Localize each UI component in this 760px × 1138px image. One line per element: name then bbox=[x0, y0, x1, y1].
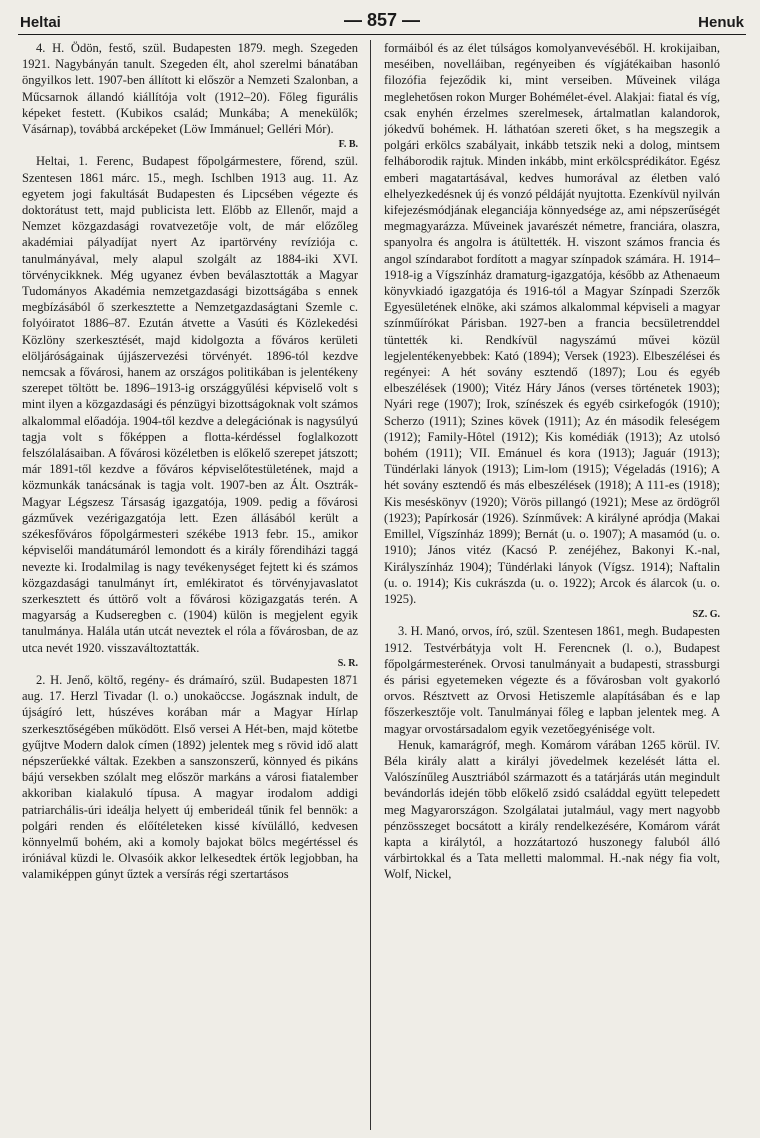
left-column bbox=[22, 40, 358, 1130]
entry-heltai-mano: 3. H. Manó, orvos, író, szül. Szentesen 1861, megh. Budapesten 1912. Testvérbátyja volt H. Ferencnek (l. o.), Budapest főpolgármesterének. Orvosi tanulmányait a budapesti, strassburgi és párisi egyetemeken végezte és a fővárosban volt gyakorló orvos. Résztvett az Orvosi Hetiszemle alapításában és e lap főszerkesztője volt. Tanulmányai főleg e lapban jelentek meg. A magyar orvostársadalom egyik vezetőegyénisége volt. bbox=[384, 624, 720, 736]
author-signature: F. B. bbox=[338, 139, 358, 151]
entry-henuk: Henuk, kamarágróf, megh. Komárom várában 1265 körül. IV. Béla király alatt a királyi jövedelmek kezelését látta el. Valószínűleg Ausztriából származott és a tatárjárás után megindult bevándorlás idején több előkelő zsidó családdal együtt telepedett meg Magyarországon. Szolgálatai jutalmául, vagy mert nagyobb pénzösszeget bocsátott a király rendelkezésére, Komárom várát kapta a királytól, a hozzátartozó huszonegy faluból álló várbirtokkal és a Tata melletti malommal. H.-nak négy fia volt, Wolf, Nickel, bbox=[384, 737, 720, 882]
header-right-word: Henuk bbox=[698, 14, 744, 31]
author-signature: S. R. bbox=[337, 657, 358, 669]
page-number: — 857 — bbox=[343, 10, 421, 30]
entry-heltai-odon: 4. H. Ödön, festő, szül. Budapesten 1879. megh. Szegeden 1921. Nagybányán tanult. Szegeden élt, ahol szerelmi bánatában öngyilkos lett. 1907-ben állított ki először a Nemzeti Szalonban, a Műcsarnok állandó kiállítója volt (1912–20). Főleg figurális képeket festett. (Kubikos család; Munkába; A menekülők; Vásárnap), továbbá arcképeket (Löw Immánuel; Gelléri Mór). bbox=[22, 41, 358, 137]
entry-heltai-jeno-continued: formáiból és az élet túlságos komolyanvevéséből. H. krokijaiban, meséiben, novelláiban, regényeiben és vígjátékaiban hasonló filozófia fejeződik ki, mint verseiben. Műveinek világa meglehetősen rokon Murger Bohémélet-ével. Alakjai: fiatal és víg, csak enyhén érzelmes szerelmesek, ártalmatlan kalandorok, jókedvű bohémek. H. láthatóan szereti őket, s ha megszegik a polgári erkölcs szabályait, inkább tetszik neki a dolog, mintsem felháborodik rajtuk. Minden inkább, mint erkölcsprédikátor. Egész emberi magatartásával, kedves humorával az életben való elhelyezkedésnek új és vonzó példáját nyujtotta. Ezenkívül nyilván kifejezésmódjának eleganciája könnyedsége az, ami népszerűségét megmagyarázza. Műveinek javarészét németre, franciára, olaszra, spanyolra és angolra is átültették. H. viszont számos francia és angol színdarabot fordított a magyar színpadok számára. H. 1914–1918-ig a Vígszínház dramaturg-igazgatója, később az Athenaeum könyvkiadó igazgatója és 1916-tól a Magyar Színpadi Szerzők Egyesületének elnöke, aki számos alkalommal képviseli a magyar színműírókat Párisban. 1927-ben a francia becsületrenddel tüntették ki. Rendkívül nagyszámú művei közül legjelentékenyebbek: Kató (1894); Versek (1923). Elbeszélései és regényei: A hét sovány esztendő (1897); Lou és egyéb elbeszélések (1900); Vitéz Háry János (verses történetek 1903); Nyári rege (1907); Irok, színészek és egyéb csirkefogók (1910); Scherzo (1911); Szines kövek (1911); Az én második feleségem (1912); Family-Hôtel (1912); Kis komédiák (1913); Az utolsó bohém (1911); VII. Emánuel és kora (1913); Jaguár (1913); Tündérlaki lányok (1913); Lim-lom (1915); Végeladás (1916); A hét sovány esztendő és más elbeszélések (1918); A 111-es (1918); Kis meséskönyv (1920); Vörös pillangó (1921); Mese az ördögről (1923); Papírkosár (1926). Színművek: A királyné apródja (Makai Emillel, Vígszínház 1899); Bernát (u. o. 1907); A masamód (u. o. 1910); János vitéz (Kacsó P. zenéjéhez, Bakonyi K.-nal, Királyszínház 1904); Tündérlaki lányok (Vígsz. 1914); Naftalin (u. o. 1914); Kis cukrászda (u. o. 1922); Arcok és álarcok (u. o. 1925). bbox=[384, 41, 720, 606]
running-header bbox=[18, 8, 746, 35]
author-signature: SZ. G. bbox=[692, 609, 720, 621]
entry-heltai-jeno: 2. H. Jenő, költő, regény- és drámaíró, szül. Budapesten 1871 aug. 17. Herzl Tivadar (l. o.) unokaöccse. Jogásznak indult, de újságíró lett, húszéves korában már a Magyar Hírlap szerkesztőségében működött. Első versei A Hét-ben, majd kötetbe gyűjtve Modern dalok címen (1892) jelentek meg s rövid idő alatt népszerűekké váltak. Ezekben a sanszonszerű, könnyed és pikáns bájú versekben szólalt meg először markáns a városi fiatalember akkoriban kialakuló típusa. A magyar irodalom addigi patriarchális-úri ideálja helyett új emberideál tűnik fel bennök: a polgári renden és előítéleteken kissé kívülálló, kedvesen könnyelmű bohém, aki a komoly bajokat bölcs megértéssel és iróniával küzdi le. Olvasóik akkor lelkesedtek értök legjobban, ha valamiképpen gúnyt űztek a versírás régi szertartásos bbox=[22, 672, 358, 882]
column-divider bbox=[370, 40, 371, 1130]
right-column bbox=[384, 40, 720, 1130]
header-left-word: Heltai bbox=[20, 14, 61, 31]
entry-heltai-ferenc: Heltai, 1. Ferenc, Budapest főpolgármestere, főrend, szül. Szentesen 1861 márc. 15., megh. Ischlben 1913 aug. 11. Az egyetem jogi fakultását Budapesten és Lipcsében végezte és doktorátust tett, majd publicista lett. Előbb az Ellenőr, majd a Nemzet közgazdasági rovatvezetője volt, de már előzőleg akadémiai pályadíjat nyert Az ipartörvény revíziója c. tanulmányával, mely alapul szolgált az 1884-iki XVI. törvénycikknek. Még ugyanez évben beválasztották a Magyar Tudományos Akadémia nemzetgazdasági bizottságába s ennek megbízásából ő szerkesztette a Nemzetgazdaságtani Szemle c. folyóiratot 1886–87. Ezután átvette a Vasúti és Közlekedési Közlöny szerkesztését, majd kidolgozta a főváros kerületi elöljáróságainak újjászervezési törvényét. 1896-tól kezdve nemcsak a fővárosi, hanem az országos politikában is jelentékeny szerepet töltött be. 1896–1913-ig országgyűlési képviselő volt s mint ilyen a közgazdasági és pénzügyi bizottságoknak volt számos alkalommal előadója. 1904-től kezdve a delegációnak is nagysúlyú tagja volt s főképpen a flotta-kérdéssel foglalkozott felszólalásaiban. A fővárosi közéletben is előkelő szerepet játszott; már 1891-től kezdve a főváros képviselőtestületének, majd a közmunkák tanácsának is tagja volt. 1907-ben az Ált. Osztrák-Magyar Légszesz Társaság igazgatója, 1909. pedig a fővárosi gázművek vezérigazgatója lett. Ezen állásából került a székesfőváros főpolgármesteri székébe 1913 febr. 15., amikor képviselői mandátumáról lemondott és a király főrendiházi taggá nevezte ki. Irodalmilag is nagy tevékenységet fejtett ki és számos közgazdasági tanulmányt írt, emlékiratot és törvényjavaslatot szerkesztett és úttörő volt a fővárosi közigazgatás terén. A magyarság a Kudseregben c. (1904) külön is megjelent egyik tanulmánya. Halála után utcát neveztek el róla a fővárosban, de az utca nevét 1920. visszaváltoztatták. bbox=[22, 154, 358, 655]
